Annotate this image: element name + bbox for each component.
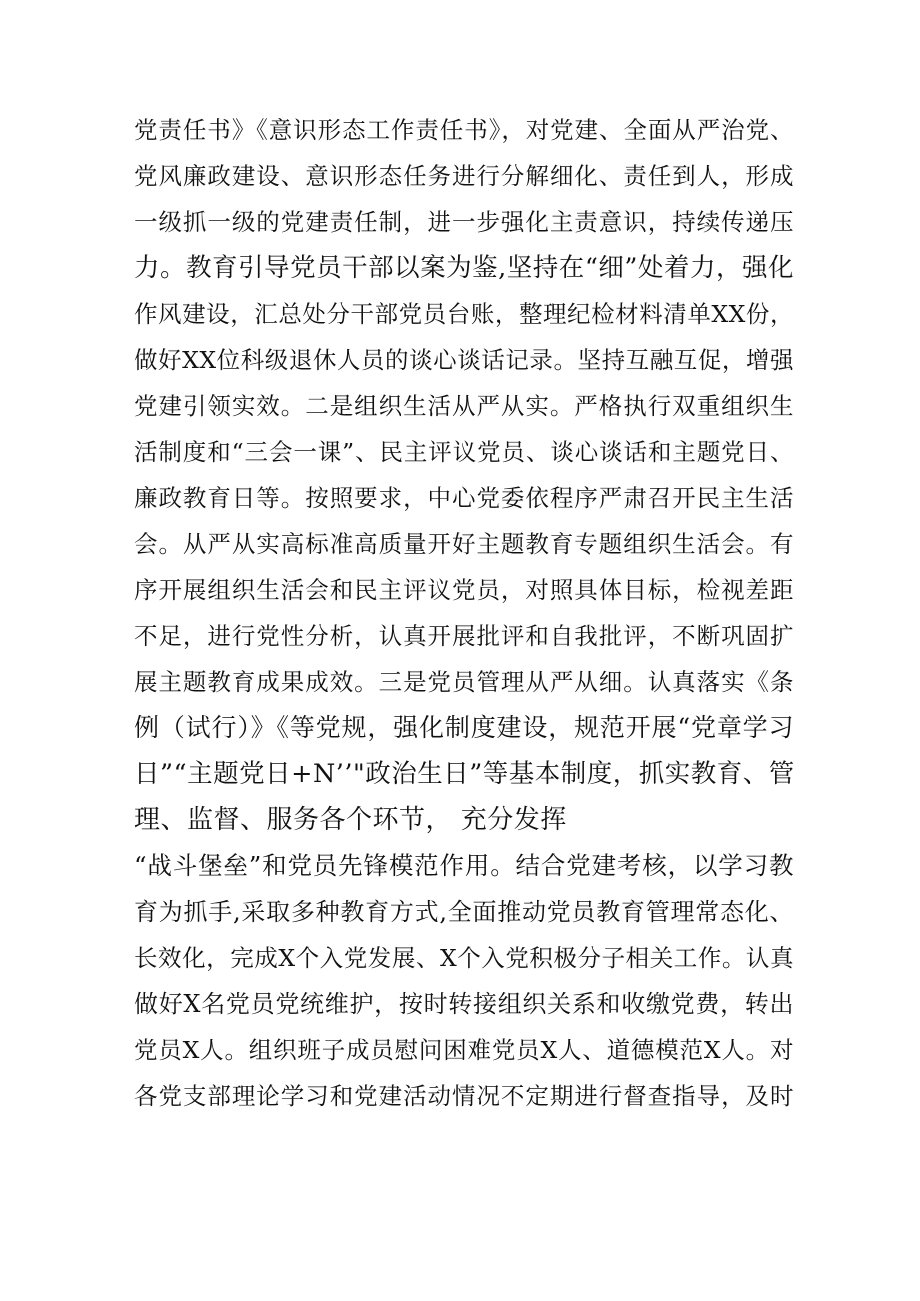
text-line-16: 理、监督、服务各个环节， 充分发挥 [134, 805, 567, 835]
text-line-6: 做好XX位科级退休人员的谈心谈话记录。坚持互融互促，增强 [134, 346, 794, 374]
text-line-3: 一级抓一级的党建责任制，进一步强化主责意识，持续传递压 [134, 208, 794, 236]
text-line-15: 日”“主题党日+N’’"政治生日”等基本制度，抓实教育、管 [134, 759, 795, 789]
text-line-5: 作风建设，汇总处分干部党员台账，整理纪检材料清单XX份， [134, 300, 794, 328]
text-line-1: 党责任书》《意识形态工作责任书》，对党建、全面从严治党、 [134, 116, 794, 144]
text-line-7: 党建引领实效。二是组织生活从严从实。严格执行双重组织生 [134, 392, 794, 420]
text-line-11: 序开展组织生活会和民主评议党员，对照具体目标，检视差距 [134, 576, 794, 604]
text-line-8: 活制度和“三会一课”、民主评议党员、谈心谈话和主题党日、 [134, 438, 794, 466]
text-line-22: 各党支部理论学习和党建活动情况不定期进行督查指导，及时 [134, 1082, 794, 1110]
text-line-12: 不足，进行党性分析，认真开展批评和自我批评，不断巩固扩 [134, 622, 794, 650]
text-line-9: 廉政教育日等。按照要求，中心党委依程序严肃召开民主生活 [134, 484, 794, 512]
text-line-2: 党风廉政建设、意识形态任务进行分解细化、责任到人，形成 [134, 162, 794, 190]
text-line-20: 做好X名党员党统维护，按时转接组织关系和收缴党费，转出 [134, 990, 794, 1018]
text-line-21: 党员X人。组织班子成员慰问困难党员X人、道德模范X人。对 [134, 1036, 794, 1064]
text-line-17: “战斗堡垒”和党员先锋模范作用。结合党建考核，以学习教 [134, 851, 794, 880]
text-line-10: 会。从严从实高标准高质量开好主题教育专题组织生活会。有 [134, 530, 794, 558]
text-line-19: 长效化，完成X个入党发展、X个入党积极分子相关工作。认真 [134, 944, 794, 972]
text-line-14: 例（试行）》《等党规，强化制度建设，规范开展“党章学习 [134, 713, 794, 742]
text-line-18: 育为抓手,采取多种教育方式,全面推动党员教育管理常态化、 [134, 898, 794, 926]
text-line-4: 力。教育引导党员干部以案为鉴,坚持在“细”处着力，强化 [134, 253, 794, 283]
text-line-13: 展主题教育成果成效。三是党员管理从严从细。认真落实《条 [134, 668, 794, 696]
